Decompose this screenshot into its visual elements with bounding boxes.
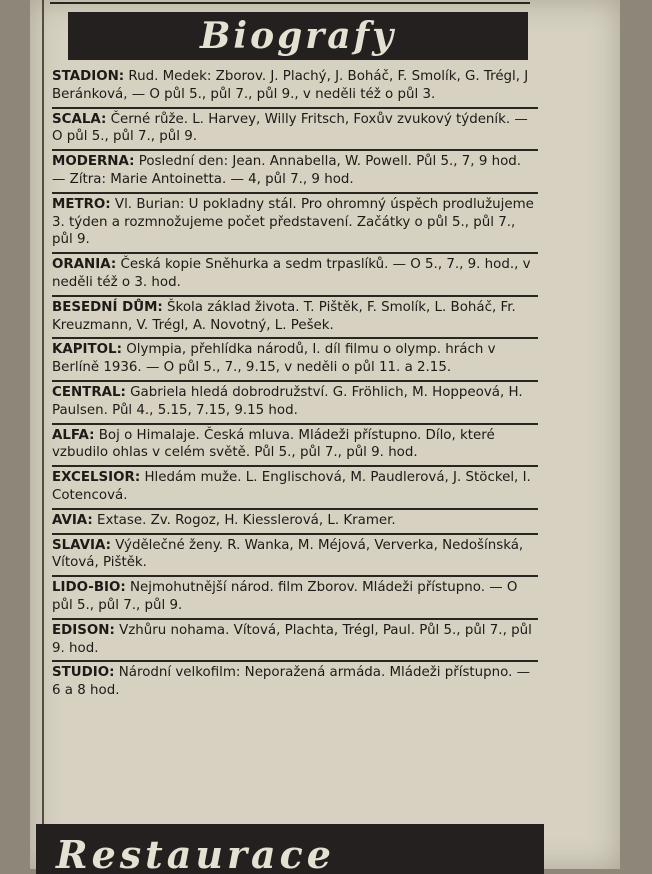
cinema-entry-scala: [52, 109, 538, 152]
top-rule: [50, 2, 530, 4]
cinema-program: Výdělečné ženy. R. Wanka, M. Méjová, Ververka, Nedošínská, Vítová, Pištěk.: [52, 537, 524, 571]
cinema-entry-lido-bio: [52, 577, 538, 620]
cinema-entry-metro: [52, 194, 538, 254]
cinema-name: STUDIO:: [52, 665, 115, 681]
cinema-entry-alfa: [52, 425, 538, 468]
cinema-program: Extase. Zv. Rogoz, H. Kiesslerová, L. Kramer.: [97, 512, 396, 528]
cinema-entry-central: [52, 382, 538, 425]
cinema-name: AVIA:: [52, 512, 93, 528]
cinema-program: Vl. Burian: U pokladny stál. Pro ohromný úspěch prodlužujeme 3. týden a rozmnožujeme počet představení. Začátky o půl 5., půl 7., půl 9.: [52, 196, 534, 248]
cinema-program: Gabriela hledá dobrodružství. G. Fröhlich, M. Hoppeová, H. Paulsen. Půl 4., 5.15, 7.15, 9.15 hod.: [52, 384, 523, 418]
cinema-entry-studio: [52, 662, 538, 703]
cinema-name: SLAVIA:: [52, 537, 111, 553]
cinema-program: Vzhůru nohama. Vítová, Plachta, Trégl, Paul. Půl 5., půl 7., půl 9. hod.: [52, 622, 532, 656]
cinema-program: Škola základ života. T. Pištěk, F. Smolík, L. Boháč, Fr. Kreuzmann, V. Trégl, A. Novotný, L. Pešek.: [52, 299, 516, 333]
cinema-program: Česká kopie Sněhurka a sedm trpaslíků. — O 5., 7., 9. hod., v neděli též o 3. hod.: [52, 257, 531, 290]
cinema-name: CENTRAL:: [52, 384, 126, 400]
cinema-entry-kapitol: [52, 339, 538, 382]
cinema-entry-stadion: [52, 66, 538, 109]
cinema-entry-moderna: [52, 151, 538, 194]
cinema-program: Poslední den: Jean. Annabella, W. Powell. Půl 5., 7, 9 hod. — Zítra: Marie Antoinetta. — 4, půl 7., 9 hod.: [52, 154, 522, 187]
cinema-program: Nejmohutnější národ. film Zborov. Mládeži přístupno. — O půl 5., půl 7., půl 9.: [52, 580, 518, 613]
cinema-entry-avia: [52, 510, 538, 535]
cinema-name: ALFA:: [52, 427, 95, 443]
column-rule: [42, 0, 44, 869]
cinema-name: METRO:: [52, 196, 111, 212]
cinema-name: ORANIA:: [52, 257, 117, 273]
cinema-program: Olympia, přehlídka národů, I. díl filmu o olymp. hrách v Berlíně 1936. — O půl 5., 7., 9.15, v neděli o půl 11. a 2.15.: [52, 342, 496, 376]
cinema-program: Národní velkofilm: Neporažená armáda. Mládeži přístupno. — 6 a 8 hod.: [52, 665, 531, 699]
cinema-program: Černé růže. L. Harvey, Willy Fritsch, Foxův zvukový týdeník. — O půl 5., půl 7., půl 9.: [52, 111, 528, 145]
next-section-title: Restaurace: [56, 832, 335, 874]
cinema-name: STADION:: [52, 69, 125, 84]
next-section-header: [36, 824, 544, 874]
cinema-program: Rud. Medek: Zborov. J. Plachý, J. Boháč, F. Smolík, G. Trégl, J Beránková, — O půl 5., půl 7., půl 9., v neděli též o půl 3.: [52, 69, 529, 102]
cinema-name: MODERNA:: [52, 154, 135, 170]
cinema-name: KAPITOL:: [52, 342, 122, 358]
section-header: [68, 12, 528, 60]
cinema-name: BESEDNÍ DŮM:: [52, 299, 163, 315]
cinema-name: SCALA:: [52, 111, 107, 127]
cinema-entry-excelsior: [52, 467, 538, 510]
cinema-name: LIDO-BIO:: [52, 580, 126, 596]
cinema-entry-orania: [52, 254, 538, 297]
cinema-name: EXCELSIOR:: [52, 470, 141, 486]
cinema-list: [52, 66, 538, 703]
cinema-entry-slavia: [52, 535, 538, 578]
section-title: Biografy: [200, 15, 396, 57]
cinema-program: Boj o Himalaje. Česká mluva. Mládeži přístupno. Dílo, které vzbudilo ohlas v celém světě. Půl 5., půl 7., půl 9. hod.: [52, 427, 495, 461]
cinema-name: EDISON:: [52, 622, 115, 638]
cinema-entry-edison: [52, 620, 538, 663]
cinema-entry-besedni-dum: [52, 297, 538, 340]
cinema-program: Hledám muže. L. Englischová, M. Paudlerová, J. Stöckel, I. Cotencová.: [52, 470, 531, 503]
